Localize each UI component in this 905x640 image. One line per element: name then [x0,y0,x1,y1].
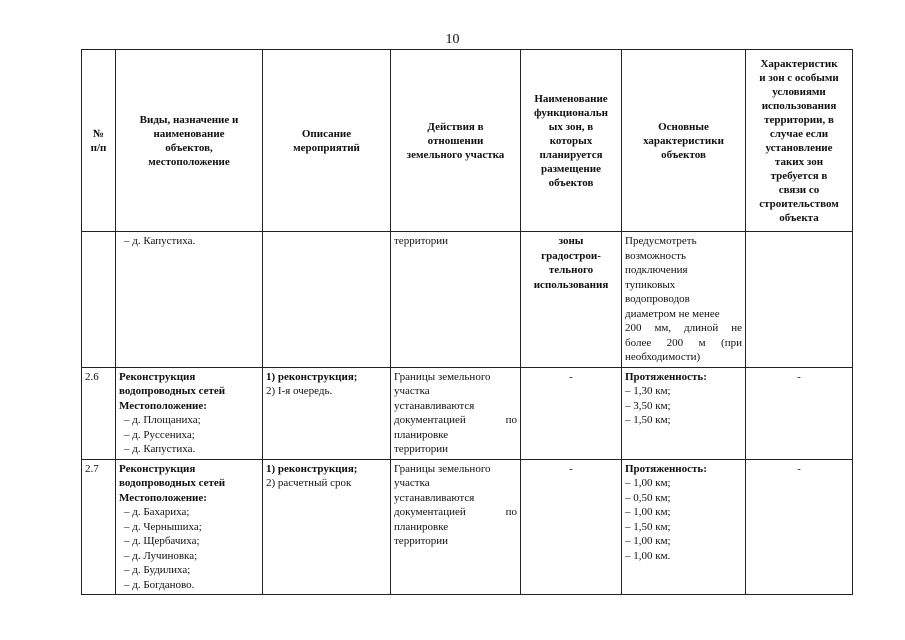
length-label: Протяженность: [625,370,707,383]
header-text: местоположение [148,155,230,168]
header-text: условиями [772,85,826,98]
cell-text: зоны [558,235,584,247]
cell-text: Границы земельного [394,462,491,475]
cell-text: возможность [625,249,686,262]
cell-text: диаметром не менее [625,307,720,320]
header-num [82,50,116,232]
location-item: – д. Лучиновка; [124,549,198,562]
empty-dash: - [569,370,573,383]
length-item: – 1,00 км; [625,477,671,489]
table-row [82,367,853,459]
header-text: планируется [539,148,603,161]
table-row [82,459,853,595]
cell-characteristics [622,459,746,595]
header-description [263,50,391,232]
location-label: Местоположение: [119,399,207,412]
cell-actions [391,459,521,595]
cell-text: территории [394,235,449,247]
cell-actions [391,232,521,368]
location-item: – д. Площаниха; [124,414,201,426]
cell-description [263,232,391,368]
header-text: мероприятий [293,141,360,154]
cell-text: документацией по [394,414,517,426]
planning-table [81,49,853,595]
header-text: № [92,127,105,140]
length-item: – 1,50 км; [625,520,671,533]
header-text: требуется в [770,169,828,182]
header-text: наименование [153,127,225,140]
location-item: – д. Богданово. [124,578,195,591]
cell-text: Границы земельного [394,370,491,383]
header-text: случае если [769,127,829,140]
header-text: объекта [779,211,819,224]
header-text: которых [549,134,593,147]
length-item: – 1,50 км; [625,414,671,426]
length-item: – 1,30 км; [625,385,671,397]
header-special-zones [746,50,853,232]
cell-types [116,367,263,459]
object-name: водопроводных сетей [119,477,226,489]
object-name: Реконструкция [119,370,196,383]
header-text: Основные [658,120,709,133]
table-header-row [82,50,853,232]
location-item: – д. Чернышиха; [124,520,202,533]
cell-text: водопроводов [625,293,690,305]
table-row [82,232,853,368]
header-text: Описание [301,127,352,140]
header-text: и зон с особыми [759,71,839,84]
cell-num: 2.7 [82,459,116,595]
cell-text: участка [394,477,430,489]
length-item: – 1,00 км; [625,506,671,518]
cell-text: подключения [625,264,688,276]
location-item: – д. Руссениха; [124,428,195,441]
cell-text: необходимости) [625,351,701,363]
cell-zones [521,367,622,459]
measure-item: 1) реконструкция; [266,462,358,475]
header-text: размещение [541,162,601,175]
cell-text: документацией по [394,506,517,518]
cell-special [746,367,853,459]
header-text: ых зон, в [548,120,594,133]
length-item: – 1,00 км. [625,549,671,562]
cell-num: 2.6 [82,367,116,459]
header-text: строительством [759,197,839,210]
header-text: Действия в [427,120,484,133]
location-label: Местоположение: [119,491,207,504]
header-text: Наименование [534,92,608,105]
cell-num [82,232,116,368]
empty-dash: - [797,370,801,383]
empty-dash: - [569,462,573,475]
cell-text: планировке [394,428,449,441]
header-text: функциональн [534,106,608,119]
header-text: п/п [90,141,107,154]
length-item: – 0,50 км; [625,491,671,504]
header-text: Виды, назначение и [139,113,239,126]
cell-description [263,367,391,459]
cell-text: планировке [394,520,449,533]
location-item: – д. Капустиха. [124,443,196,455]
header-text: характеристики [643,134,724,147]
cell-text: устанавливаются [394,491,475,504]
measure-item: 2) расчетный срок [266,477,352,489]
cell-description [263,459,391,595]
length-item: – 1,00 км; [625,535,671,547]
header-text: использования [761,99,837,112]
location-item: – д. Будилиха; [124,564,191,576]
length-label: Протяженность: [625,462,707,475]
header-text: объектов, [165,141,213,154]
cell-text: территории [394,535,449,547]
length-item: – 3,50 км; [625,399,671,412]
cell-zones [521,459,622,595]
cell-types [116,232,263,368]
header-zones [521,50,622,232]
cell-text: градострои- [541,249,601,262]
header-actions [391,50,521,232]
cell-text: Предусмотреть [625,235,697,247]
cell-special [746,232,853,368]
cell-text: использования [533,278,609,291]
cell-text: тельного [548,264,594,276]
header-text: земельного участка [406,148,505,161]
header-text: установление [765,141,833,154]
header-text: связи со [778,183,820,196]
cell-characteristics [622,367,746,459]
location-item: – д. Бахариха; [124,506,190,518]
header-text: объектов [548,176,594,189]
cell-text: территории [394,443,449,455]
cell-text: участка [394,385,430,397]
object-name: водопроводных сетей [119,385,226,397]
header-text: территории, в [764,113,834,126]
location-item: – д. Щербачиха; [124,535,200,547]
object-name: Реконструкция [119,462,196,475]
page-number: 10 [445,32,460,47]
cell-types [116,459,263,595]
cell-zones [521,232,622,368]
header-text: таких зон [774,155,824,168]
cell-text: устанавливаются [394,399,475,412]
header-text: объектов [661,148,706,161]
cell-actions [391,367,521,459]
cell-special [746,459,853,595]
header-text: Характеристик [760,57,838,70]
header-characteristics [622,50,746,232]
header-types [116,50,263,232]
cell-text: тупиковых [625,278,676,291]
cell-characteristics [622,232,746,368]
location-item: – д. Капустиха. [124,235,196,247]
empty-dash: - [797,462,801,475]
cell-text: 200 мм, длиной не [625,322,742,334]
cell-text: более 200 м (при [625,336,742,349]
measure-item: 1) реконструкция; [266,370,358,383]
header-text: отношении [427,134,484,147]
measure-item: 2) I-я очередь. [266,385,333,397]
